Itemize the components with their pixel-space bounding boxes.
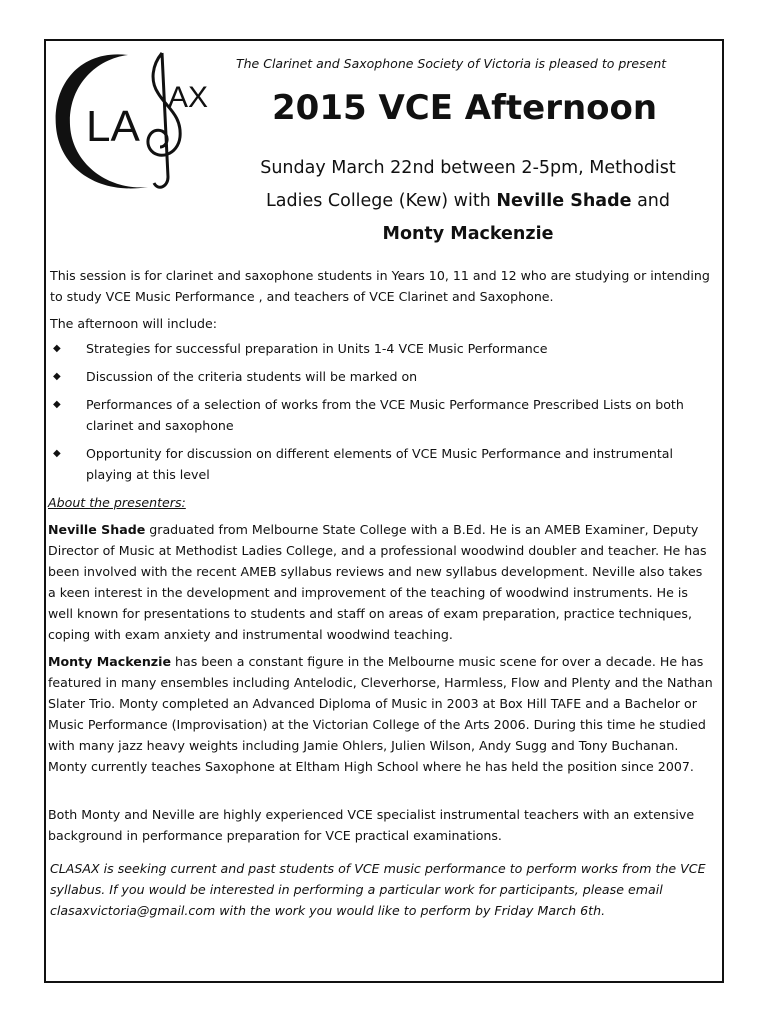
bio-neville [48,519,713,645]
treble-clef-icon [148,53,180,187]
session-list [48,338,713,485]
list-item-text: Opportunity for discussion on different elements of VCE Music Performance and instrumental playing at this level [86,446,673,482]
bio-text: graduated from Melbourne State College with a B.Ed. He is an AMEB Examiner, Deputy Director of Music at Methodist Ladies College, and a professional woodwind doubler and teacher. He has been involved with the recent AMEB syllabus reviews and new syllabus development. Neville also takes a keen interest in the development and improvement of the teaching of woodwind instruments. He is well known for presentations to students and staff on areas of exam preparation, practice techniques, coping with exam anxiety and instrumental woodwind teaching. [48,522,707,642]
list-item-text: Discussion of the criteria students will be marked on [86,369,418,384]
subtitle-text: and [631,191,670,211]
subtitle-text: Ladies College (Kew) with [266,191,497,211]
presents-line: The Clarinet and Saxophone Society of Victoria is pleased to present [236,56,667,71]
logo-letters-ax: AX [168,81,209,114]
subtitle-line-3 [228,218,708,251]
subtitle-line-1: Sunday March 22nd between 2-5pm, Methodist [260,158,676,178]
bio-monty [48,651,713,777]
list-item [48,394,713,436]
logo-letters-la: LA [86,102,140,151]
subtitle-line-2 [228,185,708,218]
event-title: 2015 VCE Afternoon [272,88,658,128]
list-item [48,338,713,359]
bio-name: Monty Mackenzie [48,654,171,669]
closing-paragraph: Both Monty and Neville are highly experienced VCE specialist instrumental teachers with an extensive background in performance preparation for VCE practical examinations. [48,807,695,843]
diamond-bullet-icon: ◆ [53,399,61,410]
diamond-bullet-icon: ◆ [53,343,61,354]
bio-name: Neville Shade [48,522,146,537]
presenter-name-1: Neville Shade [496,191,632,211]
event-subtitle [228,152,708,251]
presenter-name-2: Monty Mackenzie [382,224,554,244]
diamond-bullet-icon: ◆ [53,448,61,459]
intro-paragraph: This session is for clarinet and saxophone students in Years 10, 11 and 12 who are studying or intending to study VCE Music Performance , and teachers of VCE Clarinet and Saxophone. [50,268,710,304]
document-body [48,265,713,921]
list-item-text: Performances of a selection of works from the VCE Music Performance Prescribed Lists on both clarinet and saxophone [86,397,684,433]
clasax-logo [50,45,210,195]
list-item-text: Strategies for successful preparation in Units 1-4 VCE Music Performance [86,341,548,356]
bio-text: has been a constant figure in the Melbourne music scene for over a decade. He has featured in many ensembles including Antelodic, Cleverhorse, Harmless, Flow and Plenty and the Nathan Slater Trio. Monty completed an Advanced Diploma of Music in 2003 at Box Hill TAFE and a Bachelor or Music Performance (Improvisation) at the Victorian College of the Arts 2006. During this time he studied with many jazz heavy weights including Jamie Ohlers, Julien Wilson, Andy Sugg and Tony Buchanan. Monty currently teaches Saxophone at Eltham High School where he has held the position since 2007. [48,654,713,774]
list-item [48,443,713,485]
call-to-action: CLASAX is seeking current and past students of VCE music performance to perform works from the VCE syllabus. If you would be interested in performing a particular work for participants, please email clasaxvictoria@gmail.com with the work you would like to perform by Friday March 6th. [50,861,706,918]
diamond-bullet-icon: ◆ [53,371,61,382]
list-item [48,366,713,387]
about-heading: About the presenters: [48,495,186,510]
include-lead: The afternoon will include: [50,316,218,331]
